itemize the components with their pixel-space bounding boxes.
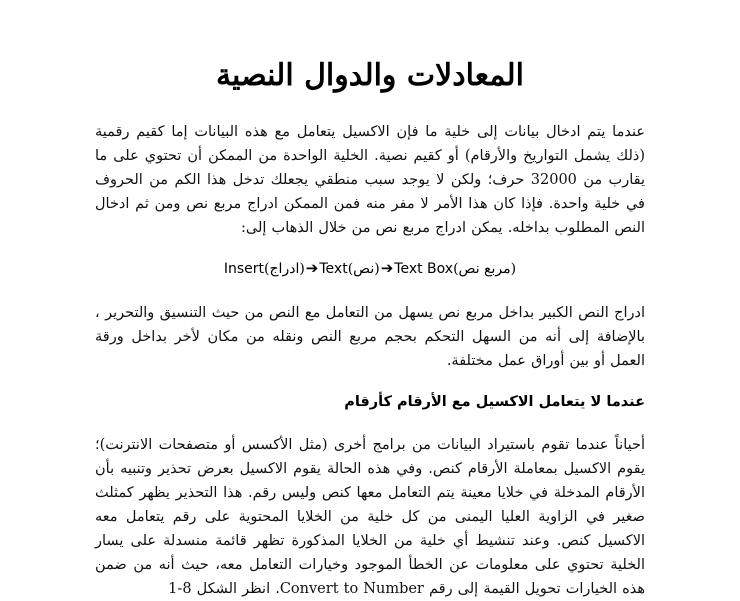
menu-step-textbox-arabic: (مربع نص) [453,261,517,277]
section-heading-numbers-as-text: عندما لا يتعامل الاكسيل مع الأرقام كأرقام [344,394,645,410]
document-body [95,120,645,601]
paragraph-textbox-benefits: ادراج النص الكبير بداخل مربع نص يسهل من التعامل مع النص من حيث التنسيق والتحرير ، بالإضافة إلى أنه من السهل التحكم بحجم مربع النص ونقله من مكان لأخر بداخل ورقة العمل أو بين أوراق عمل مختلفة. [95,305,645,369]
paragraph-convert-to-number: أحياناً عندما تقوم باستيراد البيانات من برامج أخرى (مثل الأكسس أو متصفحات الانترنت)؛ يقوم الاكسيل بمعاملة الأرقام كنص. وفي هذه الحالة يقوم الاكسيل بعرض تحذير وتنبيه بأن الأرقام المدخلة في خلايا معينة يتم التعامل معها كنص وليس رقم. هذا التحذير يظهر كمثلث صغير في الزاوية العليا اليمنى من كل خلية من الخلايا المحتوية على رقم يتعامل معه الاكسيل كنص. وعند تنشيط أي خلية من الخلايا المذكورة تظهر قائمة منسدلة على يسار الخلية تحتوي على معلومات عن الخطأ الموجود وخيارات التعامل معه، حيث أنه من ضمن هذه الخيارات تحويل القيمة إلى رقم Convert to Number. انظر الشكل 8-1 [95,437,646,597]
paragraph-intro: عندما يتم ادخال بيانات إلى خلية ما فإن الاكسيل يتعامل مع هذه البيانات إما كقيم رقمية (ذلك يشمل التواريخ والأرقام) أو كقيم نصية. الخلية الواحدة من الممكن أن تحتوي على ما يقارب من 32000 حرف؛ ولكن لا يوجد سبب منطقي يجعلك تدخل هذا الكم من الحروف في خلية واحدة. فإذا كان هذا الأمر لا مفر منه فمن الممكن ادراج مربع نص ومن ثم ادخال النص المطلوب بداخله. يمكن ادراج مربع نص من خلال الذهاب إلى: [95,124,645,236]
menu-step-insert-label: Insert [223,261,265,277]
menu-step-text-arabic: (نص) [347,261,380,277]
page-title: المعادلات والدوال النصية [215,58,525,94]
arrow-right-icon-2: ➔ [380,259,394,277]
menu-step-textbox-label: Text Box [394,261,454,277]
menu-step-text-label: Text [319,261,348,277]
menu-path-line [95,256,645,281]
menu-step-insert-arabic: (ادراج) [264,261,305,277]
arrow-right-icon: ➔ [305,259,319,277]
